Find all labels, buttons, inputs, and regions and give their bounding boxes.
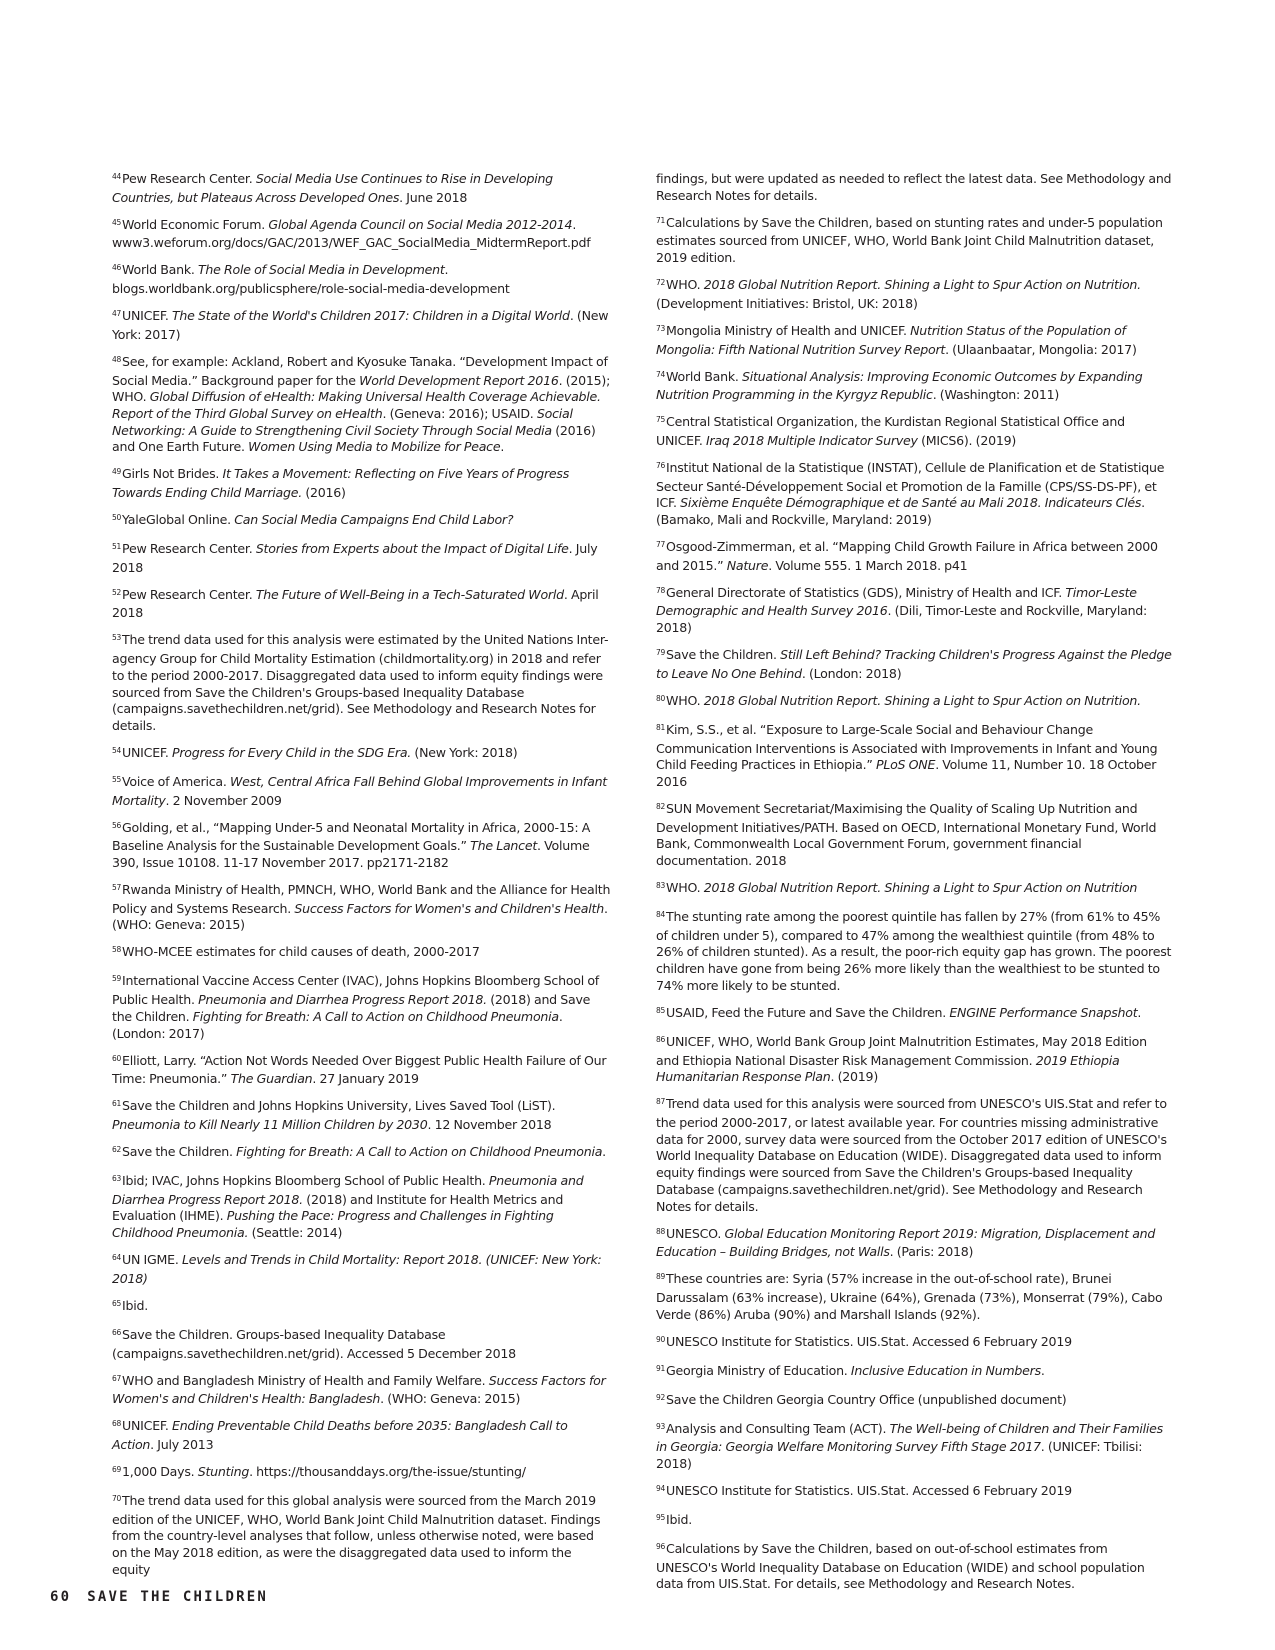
endnote-title-italic: Global Education Monitoring Report 2019: Migration, Displacement and Education – Building Bridges, not Walls — [656, 1225, 1156, 1260]
endnote-title-italic: Social Networking: A Guide to Strengthening Civil Society Through Social Media — [112, 405, 573, 438]
endnote-text: findings, but were updated as needed to reflect the latest data. See Methodology and Research Notes for details. — [656, 171, 1172, 203]
endnote-text: . Volume 390, Issue 10108. 11-17 November 2017. pp2171-2182 — [112, 838, 590, 871]
endnote-text: UN IGME. — [122, 1252, 182, 1268]
endnote — [112, 1144, 612, 1163]
endnote — [112, 632, 612, 734]
endnote-title-italic: 2018 Global Nutrition Report. Shining a Light to Spur Action on Nutrition — [703, 880, 1138, 896]
endnote — [112, 1252, 612, 1287]
endnote-number: 90 — [656, 1334, 666, 1344]
endnote-number: 51 — [112, 542, 122, 552]
endnote-text: Save the Children. — [666, 647, 781, 663]
endnote-number: 55 — [112, 774, 122, 784]
endnote — [656, 1512, 1172, 1531]
endnote-title-italic: Stories from Experts about the Impact of Digital Life — [255, 541, 569, 557]
endnote-title-italic: Nature — [726, 557, 769, 573]
endnote-title-italic: Nutrition Status of the Population of Mongolia: Fifth National Nutrition Survey Report — [656, 322, 1126, 357]
endnote-number: 84 — [656, 910, 666, 920]
endnote-text: Central Statistical Organization, the Kurdistan Regional Statistical Office and UNICEF. — [656, 414, 1125, 448]
page-number: 60 — [50, 1589, 72, 1605]
endnote — [112, 217, 612, 252]
endnote-text: Calculations by Save the Children, based on stunting rates and under-5 population estimates sourced from UNICEF, WHO, World Bank Joint Child Malnutrition dataset, 2019 edition. — [656, 214, 1163, 266]
endnote-text: Calculations by Save the Children, based on out-of-school estimates from UNESCO's World Inequality Database on Education (WIDE) and school population data from UIS.Stat. For details, see Methodology and Research Notes. — [656, 1541, 1145, 1592]
endnote-text: Rwanda Ministry of Health, PMNCH, WHO, World Bank and the Alliance for Health Policy and Systems Research. — [112, 882, 611, 916]
endnote-text: (2016) — [301, 485, 346, 501]
endnote-number: 80 — [656, 693, 666, 703]
endnote-text: . — [1137, 1004, 1142, 1020]
endnote-text: Mongolia Ministry of Health and UNICEF. — [666, 322, 911, 338]
endnote-title-italic: Pneumonia and Diarrhea Progress Report 2018. — [112, 1172, 584, 1207]
endnote-number: 81 — [656, 722, 666, 732]
endnote-title-italic: Success Factors for Women's and Children's Health — [294, 900, 604, 916]
endnote-title-italic: Progress for Every Child in the SDG Era. — [171, 744, 412, 760]
endnote — [656, 277, 1172, 312]
endnote — [112, 171, 612, 206]
endnote — [656, 1421, 1172, 1473]
endnote — [112, 587, 612, 622]
endnote-text: World Bank. — [122, 262, 198, 278]
endnote-text: The stunting rate among the poorest quintile has fallen by 27% (from 61% to 45% of children under 5), compared to 47% among the wealthiest quintile (from 48% to 26% of children stunted). As a result, the poor-rich equity gap has grown. The poorest children have gone from being 26% more likely than the wealthiest to be stunted to 74% more likely to be stunted. — [656, 909, 1172, 993]
endnote-title-italic: The Role of Social Media in Development — [197, 262, 445, 278]
endnote-text: . (WHO: Geneva: 2015) — [112, 900, 608, 933]
endnote-text: International Vaccine Access Center (IVAC), Johns Hopkins Bloomberg School of Public Health. — [112, 973, 599, 1008]
endnote-number: 68 — [112, 1419, 122, 1429]
endnote-text: . 2 November 2009 — [165, 792, 282, 808]
endnote-number: 72 — [656, 278, 666, 288]
endnote-title-italic: Still Left Behind? Tracking Children's Progress Against the Pledge to Leave No One Behind — [656, 647, 1172, 681]
endnote-text: . July 2013 — [150, 1436, 214, 1452]
endnote-text: WHO-MCEE estimates for child causes of death, 2000-2017 — [122, 944, 480, 960]
endnote-number: 46 — [112, 263, 122, 273]
endnote — [112, 973, 612, 1042]
endnote — [112, 745, 612, 764]
endnote-number: 54 — [112, 745, 122, 755]
endnote-number: 76 — [656, 460, 666, 470]
endnote-number: 67 — [112, 1373, 122, 1383]
endnote-number: 64 — [112, 1253, 122, 1263]
endnote-title-italic: Success Factors for Women's and Children's Health: Bangladesh — [112, 1372, 606, 1407]
endnote — [112, 1418, 612, 1453]
endnote — [112, 1173, 612, 1242]
endnote-number: 45 — [112, 217, 122, 227]
endnote-title-italic: Women Using Media to Mobilize for Peace — [248, 439, 501, 455]
endnote-text: (2018) and Save the Children. — [112, 992, 591, 1024]
endnote-text: (MICS6). (2019) — [917, 432, 1017, 448]
endnote-number: 92 — [656, 1392, 666, 1402]
endnote-number: 59 — [112, 974, 122, 984]
endnote-text: WHO. — [666, 692, 704, 708]
endnote-text: Osgood-Zimmerman, et al. “Mapping Child Growth Failure in Africa between 2000 and 2015.” — [656, 539, 1158, 573]
endnote — [656, 1271, 1172, 1323]
endnote-text: UNESCO. — [666, 1225, 725, 1241]
endnote-text: Save the Children and Johns Hopkins University, Lives Saved Tool (LiST). — [122, 1098, 556, 1114]
endnote-number: 83 — [656, 881, 666, 891]
endnote-title-italic: Fighting for Breath: A Call to Action on Childhood Pneumonia — [236, 1143, 603, 1159]
endnote-number: 91 — [656, 1363, 666, 1373]
endnote — [656, 171, 1172, 204]
endnote-title-italic: The State of the World's Children 2017: Children in a Digital World — [171, 308, 570, 324]
endnote-text: YaleGlobal Online. — [122, 512, 235, 528]
endnote-number: 70 — [112, 1493, 122, 1503]
endnote — [656, 693, 1172, 712]
endnote — [656, 1363, 1172, 1382]
endnote-number: 75 — [656, 415, 666, 425]
endnote-title-italic: Ending Preventable Child Deaths before 2035: Bangladesh Call to Action — [112, 1418, 568, 1452]
endnote-text: . blogs.worldbank.org/publicsphere/role-social-media-development — [112, 262, 510, 297]
endnote — [656, 1034, 1172, 1086]
endnote-text: UNICEF. — [122, 1418, 172, 1434]
endnote-text: WHO and Bangladesh Ministry of Health and Family Welfare. — [122, 1372, 489, 1388]
endnote-text: . (WHO: Geneva: 2015) — [380, 1391, 521, 1407]
endnote-text: . (Paris: 2018) — [889, 1244, 974, 1260]
endnote-number: 60 — [112, 1053, 122, 1063]
endnote-title-italic: 2018 Global Nutrition Report. Shining a Light to Spur Action on Nutrition. — [703, 692, 1141, 708]
endnote-text: (Development Initiatives: Bristol, UK: 2018) — [656, 295, 918, 311]
endnote-title-italic: PLoS ONE — [875, 757, 936, 773]
endnote-title-italic: 2018 Global Nutrition Report. Shining a Light to Spur Action on Nutrition. — [703, 277, 1141, 293]
endnote — [656, 1226, 1172, 1261]
endnote-number: 87 — [656, 1097, 666, 1107]
endnote — [112, 1053, 612, 1088]
endnote-title-italic: Levels and Trends in Child Mortality: Report 2018. (UNICEF: New York: 2018) — [112, 1252, 602, 1286]
endnote-title-italic: Pneumonia and Diarrhea Progress Report 2018. — [198, 992, 487, 1008]
endnote-text: . (Bamako, Mali and Rockville, Maryland: 2019) — [656, 495, 1145, 528]
endnote-number: 79 — [656, 648, 666, 658]
endnotes-right-column — [656, 171, 1172, 1603]
endnote-number: 62 — [112, 1144, 122, 1154]
endnote — [656, 539, 1172, 574]
endnote-text: . — [500, 439, 505, 455]
endnote-text: . 27 January 2019 — [312, 1071, 419, 1087]
endnote-number: 94 — [656, 1484, 666, 1494]
endnote-title-italic: 2019 Ethiopia Humanitarian Response Plan — [656, 1052, 1120, 1085]
endnote-text: The trend data used for this analysis were estimated by the United Nations Inter-agency Group for Child Mortality Estimation (childmortality.org) in 2018 and refer to the period 2000-2017. Disaggregated data used to inform equity findings were sourced from Save the Children's Groups-based Inequality Database (campaigns.savethechildren.net/grid). See Methodology and Research Notes for details. — [112, 632, 609, 733]
endnote-text: These countries are: Syria (57% increase in the out-of-school rate), Brunei Darussalam (63% increase), Ukraine (64%), Grenada (73%), Monserrat (79%), Cabo Verde (86%) Aruba (90%) and Marshall Islands (92%). — [656, 1271, 1163, 1322]
endnote-text: . Volume 11, Number 10. 18 October 2016 — [656, 757, 1157, 789]
endnote-title-italic: Inclusive Education in Numbers — [850, 1362, 1041, 1378]
endnote-text: USAID, Feed the Future and Save the Children. — [666, 1004, 950, 1020]
endnote-title-italic: The Future of Well-Being in a Tech-Saturated World — [255, 586, 564, 602]
endnote-text: . (New York: 2017) — [112, 308, 609, 342]
endnote-text: Girls Not Brides. — [122, 466, 223, 482]
endnote-text: WHO. — [666, 880, 704, 896]
endnote-number: 57 — [112, 883, 122, 893]
endnote-title-italic: Pneumonia to Kill Nearly 11 Million Children by 2030 — [112, 1116, 428, 1132]
endnote-number: 73 — [656, 323, 666, 333]
endnote-text: Ibid. — [122, 1297, 149, 1313]
endnote-text: Institut National de la Statistique (INSTAT), Cellule de Planification et de Statistique Secteur Santé-Développement Social et Promotion de la Famille (CPS/SS-DS-PF), et ICF. — [656, 459, 1165, 511]
endnote — [112, 1373, 612, 1408]
endnote-number: 93 — [656, 1421, 666, 1431]
endnote-text: . June 2018 — [399, 189, 468, 205]
endnote — [656, 909, 1172, 995]
endnote-text: 1,000 Days. — [122, 1463, 198, 1479]
endnote — [656, 323, 1172, 358]
endnote — [656, 1541, 1172, 1593]
endnote-number: 44 — [112, 172, 122, 181]
endnote — [112, 944, 612, 963]
page-footer — [50, 1589, 268, 1605]
endnote-text: . July 2018 — [112, 541, 598, 575]
endnote-text: Pew Research Center. — [122, 541, 256, 557]
endnote-text: UNICEF. — [122, 744, 172, 760]
endnote — [112, 1327, 612, 1362]
endnote — [112, 1098, 612, 1133]
endnote — [656, 414, 1172, 449]
endnote-text: . (UNICEF: Tbilisi: 2018) — [656, 1439, 1143, 1472]
endnote-number: 50 — [112, 513, 122, 523]
endnote-text: . (2015); WHO. — [112, 372, 611, 405]
endnote — [656, 1005, 1172, 1024]
endnote — [112, 541, 612, 576]
endnote-text: . — [1040, 1362, 1045, 1378]
endnote-number: 86 — [656, 1034, 666, 1044]
endnote-number: 78 — [656, 585, 666, 595]
endnote-number: 77 — [656, 540, 666, 550]
endnote-text: . (London: 2018) — [801, 665, 902, 681]
endnote-number: 49 — [112, 467, 122, 477]
endnote-text: World Bank. — [666, 368, 742, 384]
endnote — [656, 1334, 1172, 1353]
endnote-number: 48 — [112, 354, 122, 364]
endnote-text: UNICEF. — [122, 308, 172, 324]
endnote-text: . Volume 555. 1 March 2018. p41 — [768, 557, 968, 573]
endnote — [656, 1483, 1172, 1502]
endnote-text: . (Dili, Timor-Leste and Rockville, Maryland: 2018) — [656, 603, 1148, 636]
endnote-text: (2018) and Institute for Health Metrics and Evaluation (IHME). — [112, 1191, 564, 1224]
endnote-text: . (Ulaanbaatar, Mongolia: 2017) — [945, 341, 1137, 357]
endnote-text: Save the Children Georgia Country Office (unpublished document) — [666, 1391, 1067, 1407]
endnote-title-italic: The Well-being of Children and Their Families in Georgia: Georgia Welfare Monitoring Survey Fifth Stage 2017 — [656, 1420, 1163, 1455]
endnote — [112, 882, 612, 934]
endnote-number: 74 — [656, 369, 666, 379]
endnote-title-italic: Fighting for Breath: A Call to Action on Childhood Pneumonia — [192, 1008, 559, 1024]
endnote — [656, 1392, 1172, 1411]
endnote-text: See, for example: Ackland, Robert and Kyosuke Tanaka. “Development Impact of Social Media.” Background paper for the — [112, 353, 608, 388]
endnote-text: Golding, et al., “Mapping Under-5 and Neonatal Mortality in Africa, 2000-15: A Baseline Analysis for the Sustainable Development Goals.” — [112, 819, 591, 854]
endnote-text: . April 2018 — [112, 586, 599, 621]
endnote-title-italic: Stunting — [197, 1463, 250, 1479]
endnote-number: 89 — [656, 1272, 666, 1282]
endnote — [656, 880, 1172, 899]
endnote — [112, 1298, 612, 1317]
endnote-text: Voice of America. — [122, 773, 230, 789]
endnote — [112, 466, 612, 501]
endnote — [656, 722, 1172, 791]
endnote-number: 61 — [112, 1099, 122, 1109]
endnote-number: 82 — [656, 801, 666, 811]
endnote-text: Trend data used for this analysis were sourced from UNESCO's UIS.Stat and refer to the period 2000-2017, or latest available year. For countries missing administrative data for 2000, survey data were sourced from the October 2017 edition of UNESCO's World Inequality Database on Education (WIDE). Disaggregated data used to inform equity findings were sourced from Save the Children's Groups-based Inequality Database (campaigns.savethechildren.net/grid). See Methodology and Research Notes for details. — [656, 1096, 1167, 1214]
endnote-title-italic: West, Central Africa Fall Behind Global Improvements in Infant Mortality — [112, 773, 608, 808]
endnote-number: 85 — [656, 1005, 666, 1015]
endnote-number: 88 — [656, 1226, 666, 1236]
endnote-text: . www3.weforum.org/docs/GAC/2013/WEF_GAC_SocialMedia_MidtermReport.pdf — [112, 216, 591, 251]
endnote-number: 52 — [112, 587, 122, 597]
endnote-text: . https://thousanddays.org/the-issue/stunting/ — [249, 1463, 526, 1479]
endnote-text: WHO. — [666, 277, 704, 293]
endnote-title-italic: Timor-Leste Demographic and Health Survey 2016 — [656, 584, 1137, 619]
endnote-title-italic: Situational Analysis: Improving Economic Outcomes by Expanding Nutrition Programming in the Kyrgyz Republic — [656, 368, 1143, 403]
endnote — [112, 512, 612, 531]
endnote-title-italic: Can Social Media Campaigns End Child Labor? — [234, 512, 514, 528]
endnote — [656, 647, 1172, 682]
endnote-text: Save the Children. Groups-based Inequality Database (campaigns.savethechildren.net/grid). Accessed 5 December 2018 — [112, 1326, 516, 1361]
endnote — [656, 585, 1172, 637]
endnote-number: 96 — [656, 1542, 666, 1552]
endnote-text: . (2019) — [830, 1069, 878, 1085]
endnote-number: 53 — [112, 633, 122, 643]
endnote-title-italic: The Guardian — [230, 1071, 313, 1087]
endnote-title-italic: Social Media Use Continues to Rise in Developing Countries, but Plateaus Across Developed Ones — [112, 171, 553, 205]
endnote-text: General Directorate of Statistics (GDS), Ministry of Health and ICF. — [666, 584, 1066, 600]
endnote — [112, 820, 612, 872]
endnote — [112, 774, 612, 809]
endnote — [656, 1096, 1172, 1215]
endnote-title-italic: Global Diffusion of eHealth: Making Universal Health Coverage Achievable. Report of the Third Global Survey on eHealth — [112, 389, 601, 421]
endnote-text: . (London: 2017) — [112, 1008, 563, 1041]
endnote-text: Pew Research Center. — [122, 171, 256, 186]
endnote-text: SUN Movement Secretariat/Maximising the Quality of Scaling Up Nutrition and Development Initiatives/PATH. Based on OECD, International Monetary Fund, World Bank, Commonwealth Local Government Forum, government financial documentation. 2018 — [656, 800, 1157, 869]
endnote-text: Analysis and Consulting Team (ACT). — [666, 1420, 890, 1436]
endnote — [656, 460, 1172, 529]
endnote-number: 63 — [112, 1173, 122, 1183]
endnote-text: Ibid. — [666, 1512, 693, 1528]
endnote-title-italic: World Development Report 2016 — [359, 372, 559, 388]
endnote-title-italic: It Takes a Movement: Reflecting on Five Years of Progress Towards Ending Child Marriage. — [112, 466, 570, 501]
endnote-text: Kim, S.S., et al. “Exposure to Large-Scale Social and Behaviour Change Communication Interventions is Associated with Improvements in Infant and Young Child Feeding Practices in Ethiopia.” — [656, 721, 1158, 773]
endnote-title-italic: Global Agenda Council on Social Media 2012-2014 — [268, 216, 573, 232]
endnote — [112, 1493, 612, 1579]
endnote — [112, 1464, 612, 1483]
endnote-title-italic: The Lancet — [470, 838, 538, 854]
endnotes-left-column — [112, 171, 612, 1589]
endnote-text: (Seattle: 2014) — [248, 1225, 343, 1241]
endnote-title-italic: Iraq 2018 Multiple Indicator Survey — [705, 432, 918, 448]
endnote-text: Georgia Ministry of Education. — [666, 1362, 851, 1378]
endnote-number: 58 — [112, 945, 122, 955]
endnote-text: (2016) and One Earth Future. — [112, 422, 596, 455]
endnote-title-italic: Pushing the Pace: Progress and Challenges in Fighting Childhood Pneumonia. — [112, 1208, 554, 1241]
endnote — [656, 801, 1172, 870]
endnote-text: . (Geneva: 2016); USAID. — [382, 405, 537, 421]
endnote-number: 47 — [112, 309, 122, 319]
endnote-text: Pew Research Center. — [122, 586, 256, 602]
endnote-text: . 12 November 2018 — [427, 1116, 552, 1132]
endnote-number: 56 — [112, 820, 122, 830]
endnote-text: . (Washington: 2011) — [932, 387, 1060, 403]
endnote — [112, 262, 612, 297]
endnote-text: UNESCO Institute for Statistics. UIS.Stat. Accessed 6 February 2019 — [666, 1483, 1072, 1499]
endnote-text: UNICEF, WHO, World Bank Group Joint Malnutrition Estimates, May 2018 Edition and Ethiopia National Disaster Risk Management Commission. — [656, 1033, 1147, 1068]
endnote-title-italic: ENGINE Performance Snapshot — [949, 1004, 1138, 1020]
endnote — [112, 354, 612, 456]
endnote-text: . — [602, 1143, 606, 1159]
endnote — [656, 215, 1172, 267]
publisher-name: SAVE THE CHILDREN — [87, 1589, 268, 1605]
endnote-number: 69 — [112, 1464, 122, 1474]
endnote — [112, 308, 612, 343]
endnote-text: UNESCO Institute for Statistics. UIS.Stat. Accessed 6 February 2019 — [666, 1333, 1072, 1349]
endnote-text: World Economic Forum. — [122, 216, 269, 232]
endnote-text: Save the Children. — [122, 1143, 237, 1159]
endnote-text: (New York: 2018) — [411, 744, 518, 760]
endnote-number: 71 — [656, 215, 666, 225]
endnote-number: 66 — [112, 1327, 122, 1337]
endnote-number: 65 — [112, 1298, 122, 1308]
endnote-text: Elliott, Larry. “Action Not Words Needed Over Biggest Public Health Failure of Our Time: Pneumonia.” — [112, 1052, 607, 1087]
endnote-text: The trend data used for this global analysis were sourced from the March 2019 edition of the UNICEF, WHO, World Bank Joint Child Malnutrition dataset. Findings from the country-level analyses that follow, unless otherwise noted, were based on the May 2018 edition, as were the disaggregated data used to inform the equity — [112, 1492, 601, 1577]
endnote-title-italic: Sixième Enquête Démographique et de Santé au Mali 2018. Indicateurs Clés — [680, 495, 1142, 511]
endnote-number: 95 — [656, 1513, 666, 1523]
endnote-text: Ibid; IVAC, Johns Hopkins Bloomberg School of Public Health. — [122, 1172, 489, 1188]
endnote — [656, 369, 1172, 404]
